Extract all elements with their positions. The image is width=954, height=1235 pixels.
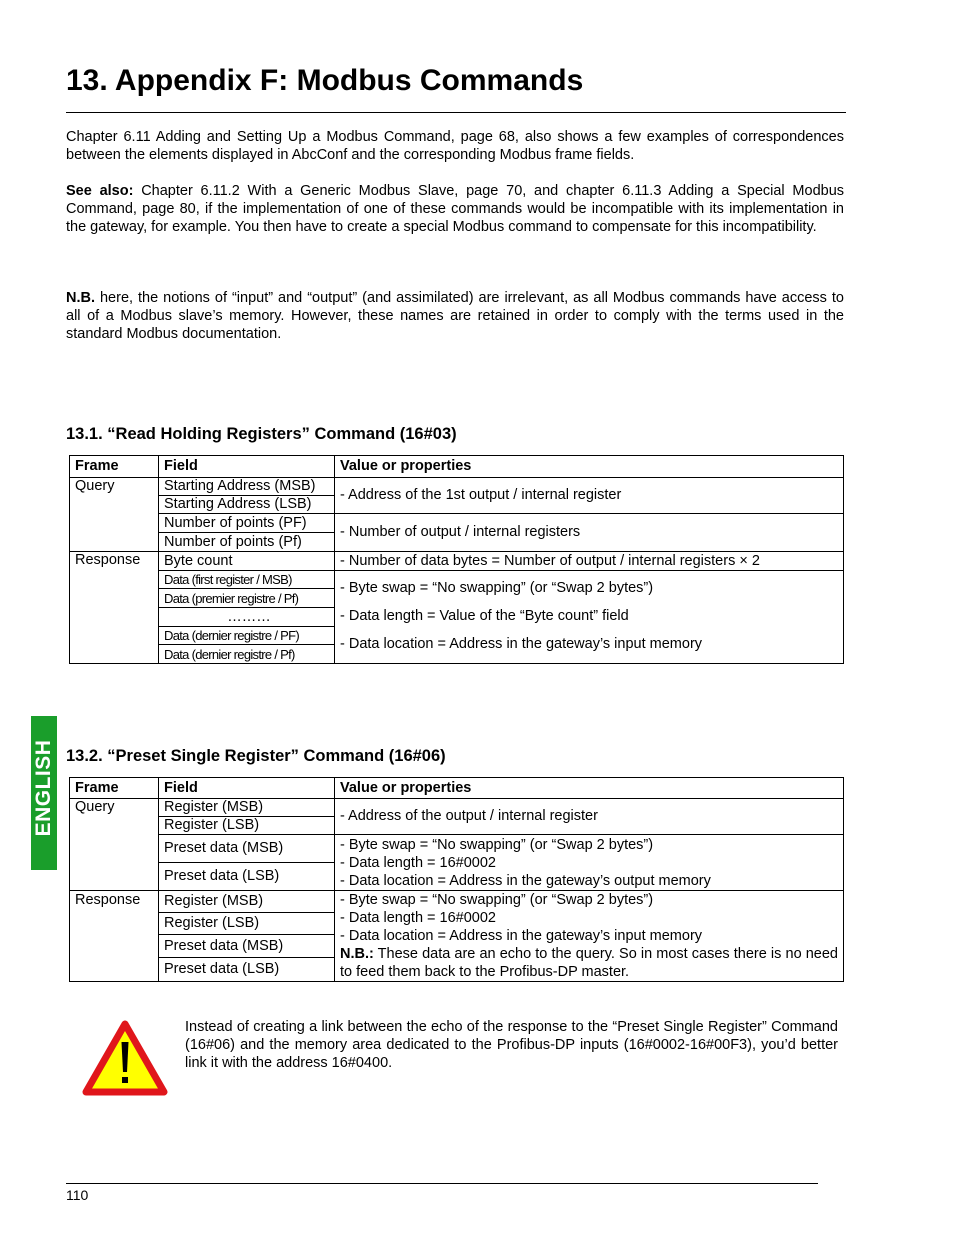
- field-cell: Starting Address (MSB): [159, 478, 335, 496]
- field-cell: Register (MSB): [159, 891, 335, 913]
- value-line: - Data location = Address in the gateway’s output memory: [340, 872, 711, 889]
- header-frame: Frame: [70, 456, 159, 478]
- frame-response: Response: [70, 552, 159, 664]
- value-cell-multi: [335, 571, 844, 664]
- value-line: - Data length = 16#0002: [340, 910, 496, 926]
- value-cell-multi: [335, 835, 844, 891]
- field-cell: Register (LSB): [159, 817, 335, 835]
- value-cell: - Number of output / internal registers: [335, 514, 844, 552]
- field-cell: Data (dernier registre / Pf): [159, 645, 335, 664]
- value-line: - Byte swap = “No swapping” (or “Swap 2 bytes”): [340, 892, 654, 908]
- language-tab-label: ENGLISH: [32, 739, 55, 837]
- footer-divider: [66, 1183, 818, 1184]
- frame-response: Response: [70, 891, 159, 982]
- header-field: Field: [159, 778, 335, 799]
- nb-text: here, the notions of “input” and “output” (and assimilated) are irrelevant, as all Modbus commands have access to all of a Modbus slave’s memory. However, these names are retained in order to comply with the terms used in the standard Modbus documentation.: [66, 290, 844, 342]
- field-cell: Preset data (LSB): [159, 957, 335, 981]
- value-cell: - Number of data bytes = Number of output / internal registers × 2: [335, 552, 844, 571]
- field-cell: Data (premier registre / Pf): [159, 589, 335, 608]
- title-divider: [66, 112, 846, 113]
- header-field: Field: [159, 456, 335, 478]
- value-line: - Data location = Address in the gateway’s input memory: [340, 928, 703, 944]
- field-cell: Register (MSB): [159, 799, 335, 817]
- see-also-text: Chapter 6.11.2 With a Generic Modbus Slave, page 70, and chapter 6.11.3 Adding a Special Modbus Command, page 80, if the implementation of one of these commands would be incompatible with its implementation in the gateway, for example. You then have to create a special Modbus command to compensate for this incompatibility.: [66, 183, 845, 235]
- field-cell: Register (LSB): [159, 913, 335, 935]
- frame-query: Query: [70, 478, 159, 552]
- nb-label: N.B.: [66, 290, 95, 306]
- value-line: - Byte swap = “No swapping” (or “Swap 2 bytes”): [340, 836, 654, 853]
- field-cell: Data (dernier registre / PF): [159, 627, 335, 645]
- field-cell: Data (first register / MSB): [159, 571, 335, 589]
- read-holding-registers-table: [69, 455, 844, 664]
- value-cell: - Address of the 1st output / internal register: [335, 478, 844, 514]
- value-cell: - Address of the output / internal register: [335, 799, 844, 835]
- see-also-label: See also:: [66, 183, 134, 199]
- warning-text: Instead of creating a link between the echo of the response to the “Preset Single Register” Command (16#06) and the memory area dedicated to the Profibus-DP inputs (16#0002-16#00F3), you’d better link it with the address 16#0400.: [185, 1019, 838, 1071]
- value-line: - Byte swap = “No swapping” (or “Swap 2 bytes”): [340, 580, 654, 596]
- frame-query: Query: [70, 799, 159, 891]
- field-cell: Preset data (MSB): [159, 935, 335, 957]
- value-line: - Data length = Value of the “Byte count” field: [340, 608, 629, 624]
- intro-paragraph: Chapter 6.11 Adding and Setting Up a Modbus Command, page 68, also shows a few examples of correspondences between the elements displayed in AbcConf and the corresponding Modbus frame fields.: [66, 129, 844, 163]
- note-text: These data are an echo to the query. So in most cases there is no need to feed them back to the Profibus-DP master.: [340, 946, 838, 980]
- field-cell: Number of points (Pf): [159, 533, 335, 552]
- page-title: 13. Appendix F: Modbus Commands: [66, 64, 584, 97]
- value-line: - Data location = Address in the gateway’s input memory: [340, 636, 703, 652]
- section2-heading: 13.2. “Preset Single Register” Command (16#06): [66, 747, 446, 765]
- field-cell: ………: [159, 608, 335, 627]
- field-cell: Starting Address (LSB): [159, 496, 335, 514]
- header-value: Value or properties: [335, 778, 844, 799]
- value-line: - Data length = 16#0002: [340, 854, 496, 871]
- note-label: N.B.:: [340, 946, 374, 962]
- page-number: 110: [66, 1187, 89, 1203]
- section1-heading: 13.1. “Read Holding Registers” Command (16#03): [66, 425, 457, 443]
- value-note: [340, 945, 843, 981]
- field-cell: Preset data (MSB): [159, 835, 335, 863]
- field-cell: Number of points (PF): [159, 514, 335, 533]
- warning-triangle-icon: [82, 1020, 168, 1096]
- preset-single-register-table: [69, 777, 844, 982]
- see-also-paragraph: [66, 182, 844, 236]
- header-frame: Frame: [70, 778, 159, 799]
- nb-paragraph: [66, 289, 844, 343]
- header-value: Value or properties: [335, 456, 844, 478]
- value-cell-multi: [335, 891, 844, 982]
- language-tab: [31, 716, 57, 870]
- field-cell: Preset data (LSB): [159, 863, 335, 891]
- field-cell: Byte count: [159, 552, 335, 571]
